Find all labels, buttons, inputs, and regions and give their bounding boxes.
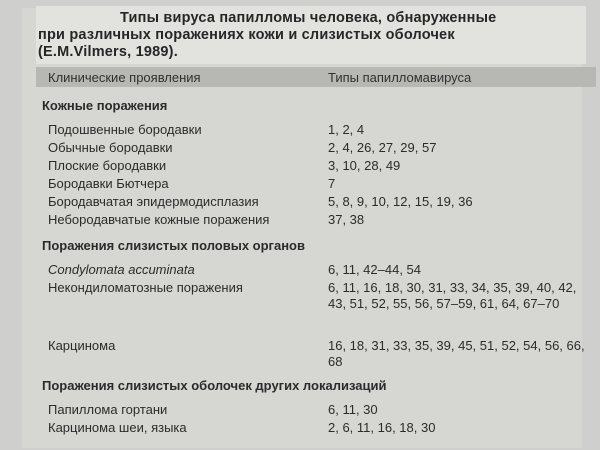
row-name: Карцинома xyxy=(48,338,116,353)
row-types: 6, 11, 16, 18, 30, 31, 33, 34, 35, 39, 40, 42, 43, 51, 52, 55, 56, 57–59, 61, 64, 67–70 xyxy=(328,280,577,311)
row-name: Подошвенные бородавки xyxy=(48,122,202,137)
header-clinical: Клинические проявления xyxy=(48,70,201,85)
row-types: 6, 11, 30 xyxy=(328,402,378,417)
row-types: 3, 10, 28, 49 xyxy=(328,158,401,173)
title-line-3: (E.M.Vilmers, 1989). xyxy=(38,44,178,60)
title-line-1: Типы вируса папилломы человека, обнаруженные xyxy=(120,10,497,26)
title-line-2: при различных поражениях кожи и слизистых оболочек xyxy=(38,27,455,43)
row-types: 2, 4, 26, 27, 29, 57 xyxy=(328,140,437,155)
section-title: Поражения слизистых половых органов xyxy=(42,238,305,253)
table-body xyxy=(36,88,596,448)
row-name: Карцинома шеи, языка xyxy=(48,420,187,435)
row-types: 5, 8, 9, 10, 12, 15, 19, 36 xyxy=(328,194,473,209)
row-types: 7 xyxy=(328,176,336,191)
row-types: 16, 18, 31, 33, 35, 39, 45, 51, 52, 54, 56, 66, 68 xyxy=(328,338,585,369)
row-name: Condylomata accuminata xyxy=(48,262,195,277)
row-name: Бородавчатая эпидермодисплазия xyxy=(48,194,259,209)
row-types: 2, 6, 11, 16, 18, 30 xyxy=(328,420,436,435)
row-name: Некондиломатозные поражения xyxy=(48,280,243,295)
section-title: Поражения слизистых оболочек других локализаций xyxy=(42,378,387,393)
row-name: Обычные бородавки xyxy=(48,140,173,155)
row-name: Небородавчатые кожные поражения xyxy=(48,212,270,227)
table-header xyxy=(36,67,596,87)
row-name: Бородавки Бютчера xyxy=(48,176,169,191)
row-types: 6, 11, 42–44, 54 xyxy=(328,262,422,277)
row-types: 37, 38 xyxy=(328,212,365,227)
section-title: Кожные поражения xyxy=(42,98,168,113)
row-name: Плоские бородавки xyxy=(48,158,167,173)
row-name: Папиллома гортани xyxy=(48,402,168,417)
header-hpv-types: Типы папилломавируса xyxy=(328,70,472,85)
row-types: 1, 2, 4 xyxy=(328,122,365,137)
table-title xyxy=(38,10,586,61)
